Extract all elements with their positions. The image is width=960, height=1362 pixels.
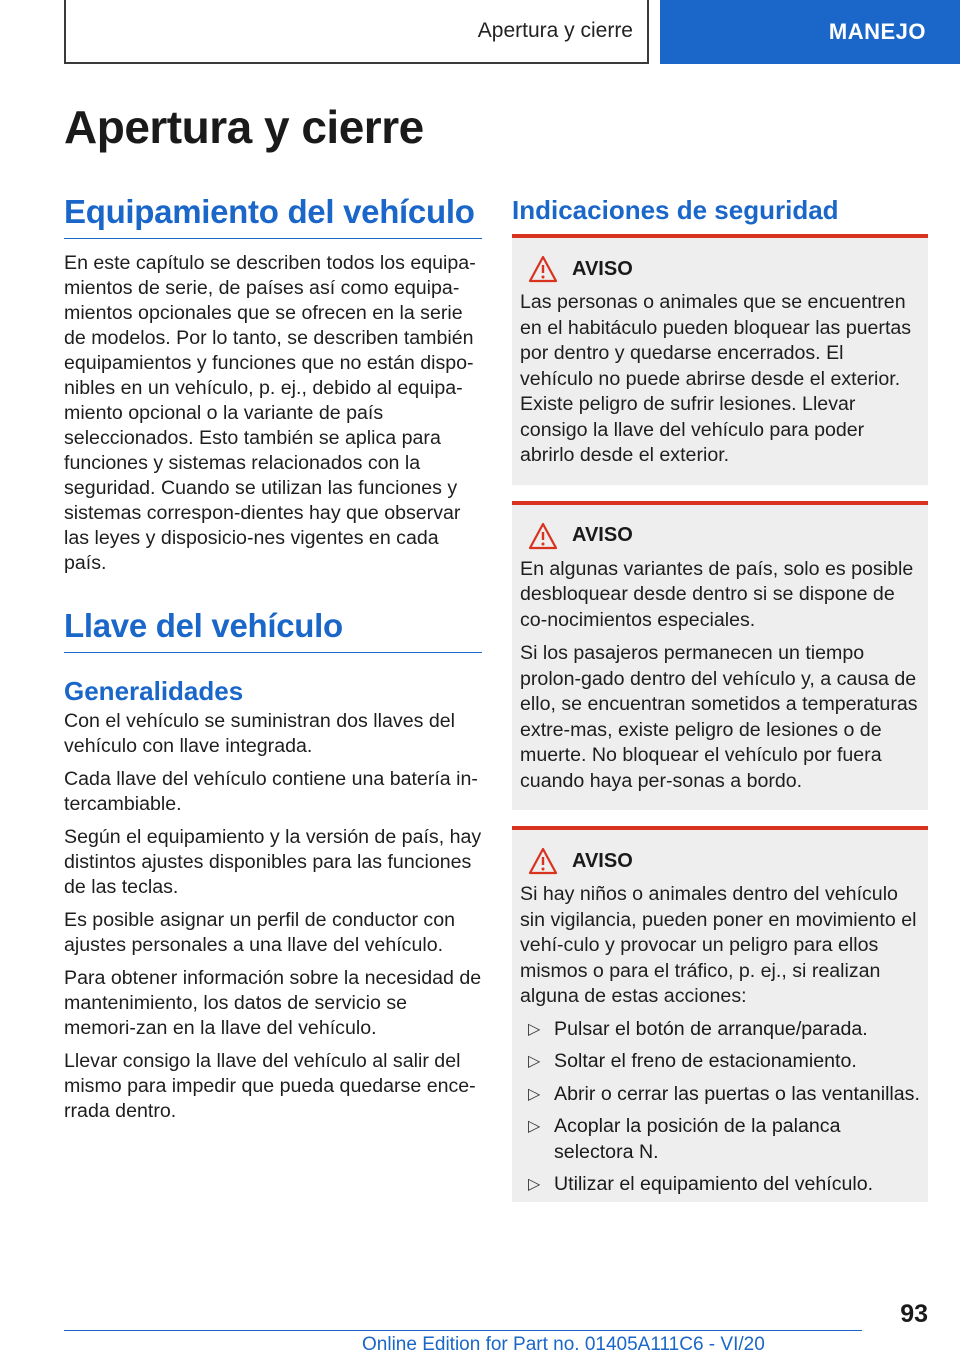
list-item-text: Pulsar el botón de arranque/parada. [554,1017,868,1040]
header-chapter-label: MANEJO [828,19,926,44]
header-section-tab [64,0,649,64]
triangle-right-outline-icon: ▷ [528,1020,541,1038]
section-equipment-text: En este capítulo se describen todos los equipa-mientos de serie, de países así como equipa-mientos opcionales que se ofrecen en la serie de modelos. Por lo tanto, se describen también equipamientos y funciones que no están dispo-nibles en un vehículo, p. ej., debido al equipa-miento opcional o la variante de país seleccionados. Esto también se aplica para funciones y sistemas relacionados con la seguridad. Cuando se utilizan las funciones y sistemas correspon-dientes hay que observar las leyes y disposicio-nes vigentes en cada país. [64,252,476,574]
warning-triangle-icon [528,522,558,550]
footer-divider [64,1330,862,1331]
key-paragraph: Con el vehículo se suministran dos llaves del vehículo con llave integrada. [64,710,455,757]
warning-text: En algunas variantes de país, solo es posible desbloquear desde dentro si se dispone de co-nocimientos especiales. [520,557,914,631]
warning-box [512,234,928,485]
warning-header [520,252,920,286]
warning-box [512,826,928,1202]
list-item-text: Acoplar la posición de la palanca selectora N. [554,1115,841,1163]
subheading-general: Generalidades [64,676,244,706]
action-list [520,1017,920,1198]
warning-title: AVISO [572,524,633,546]
header-chapter-tab [660,0,960,64]
key-paragraph: Llevar consigo la llave del vehículo al salir del mismo para impedir que pueda quedarse ence-rrada dentro. [64,1050,476,1122]
list-item [520,1017,920,1043]
list-item [520,1082,920,1108]
list-item [520,1049,920,1075]
list-item [520,1172,920,1198]
warning-header [520,844,920,878]
right-column [512,190,928,1202]
page-number: 93 [900,1300,928,1328]
warning-text: Las personas o animales que se encuentren en el habitáculo pueden bloquear las puertas por dentro y quedarse encerrados. El vehículo no puede abrirse desde el exterior. Existe peligro de sufrir lesiones. Llevar consigo la llave del vehículo para poder abrirlo desde el exterior. [520,291,912,466]
warning-triangle-icon [528,847,558,875]
list-item-text: Utilizar el equipamiento del vehículo. [554,1173,874,1195]
section-heading-key: Llave del vehículo [64,604,482,653]
warning-header [520,519,920,553]
warning-text: Si los pasajeros permanecen un tiempo prolon-gado dentro del vehículo y, a causa de ello, se encuentran sometidos a temperaturas extre-mas, existe peligro de lesiones o de muerte. No bloquear el vehículo por fuera cuando haya per-sonas a bordo. [520,642,918,792]
section-heading-equipment: Equipamiento del vehículo [64,190,482,239]
key-paragraph: Es posible asignar un perfil de conductor con ajustes personales a una llave del vehículo. [64,909,456,956]
key-paragraph: Para obtener información sobre la necesidad de mantenimiento, los datos de servicio se memori-zan en la llave del vehículo. [64,967,482,1039]
left-column [64,190,482,1124]
warning-triangle-icon [528,255,558,283]
list-item-text: Abrir o cerrar las puertas o las ventanillas. [554,1082,920,1105]
list-item [520,1114,920,1165]
footer-edition: Online Edition for Part no. 01405A111C6 - VI/20 [362,1334,765,1355]
triangle-right-outline-icon: ▷ [528,1085,541,1103]
triangle-right-outline-icon: ▷ [528,1176,541,1193]
warning-text: Si hay niños o animales dentro del vehículo sin vigilancia, pueden poner en movimiento el vehí-culo y provocar un peligro para ellos mismos o para el tráfico, p. ej., si realizan alguna de estas acciones: [520,883,917,1007]
list-item-text: Soltar el freno de estacionamiento. [554,1050,857,1072]
warning-title: AVISO [572,257,633,280]
page-title: Apertura y cierre [64,101,424,153]
warning-box [512,501,928,811]
header-section-label: Apertura y cierre [477,19,633,42]
key-paragraph: Cada llave del vehículo contiene una batería in-tercambiable. [64,768,478,815]
triangle-right-outline-icon: ▷ [528,1053,541,1070]
triangle-right-outline-icon: ▷ [528,1118,541,1135]
section-heading-safety: Indicaciones de seguridad [512,195,839,225]
key-paragraph: Según el equipamiento y la versión de país, hay distintos ajustes disponibles para las funciones de las teclas. [64,826,482,898]
warning-title: AVISO [572,849,633,872]
